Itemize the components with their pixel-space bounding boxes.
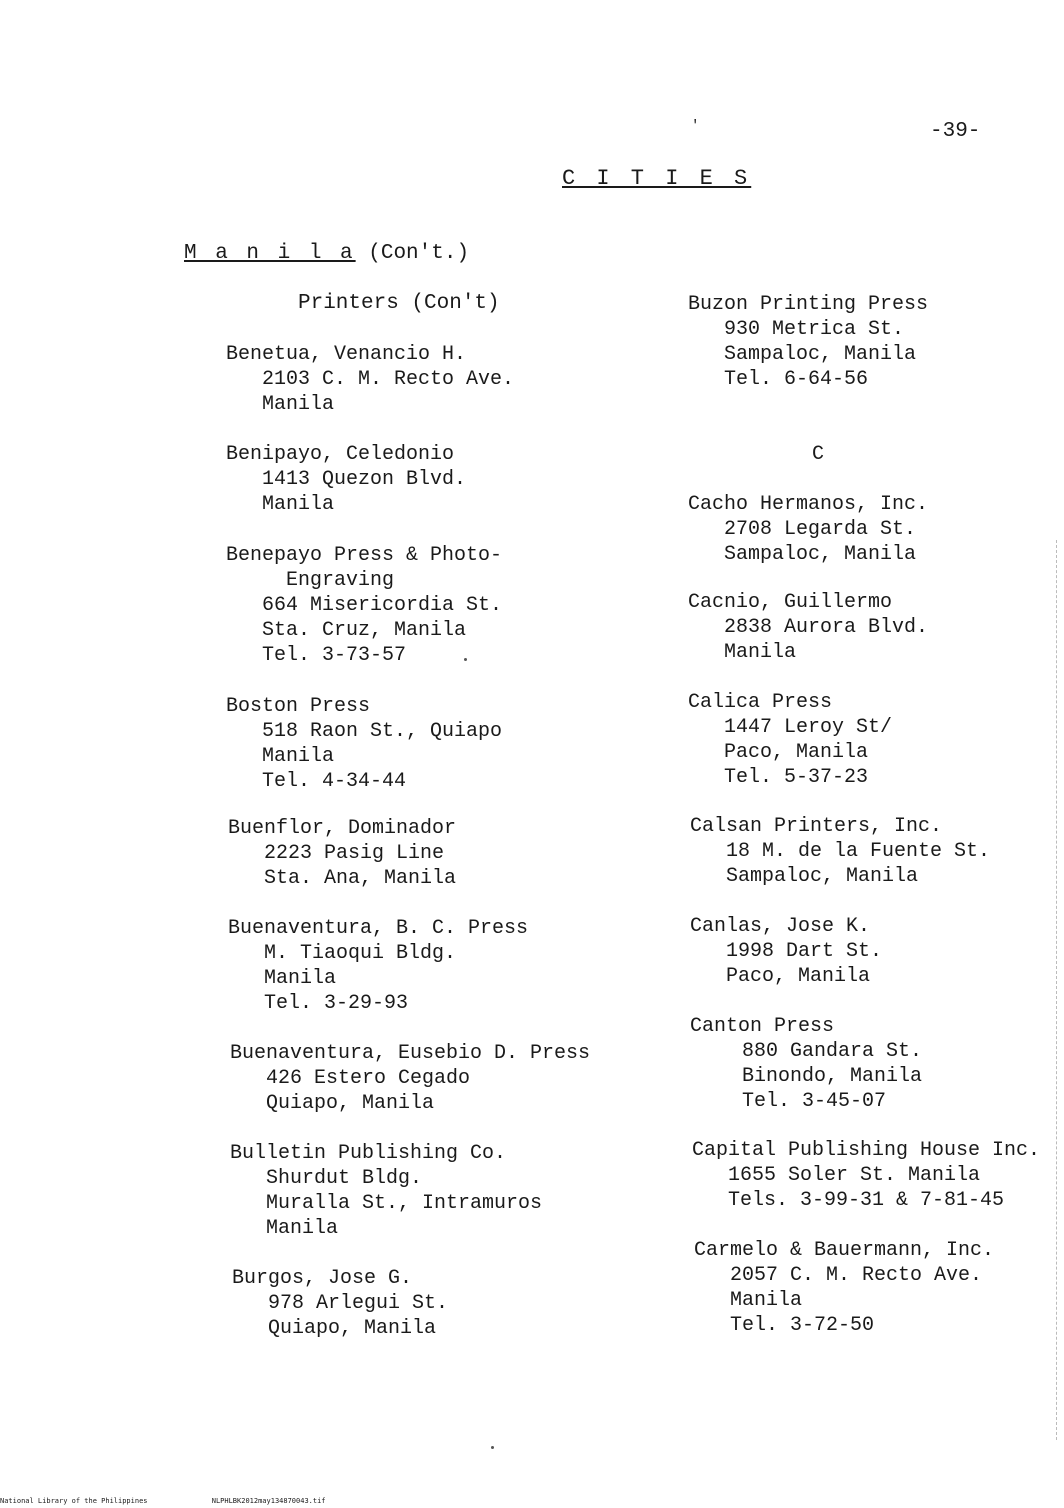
entry-line: Tel. 3-45-07 (742, 1090, 887, 1113)
entry-line: 2223 Pasig Line (264, 842, 445, 865)
entry-line: Tel. 3-29-93 (264, 992, 409, 1015)
entry-line: Muralla St., Intramuros (266, 1192, 543, 1215)
footer-library: National Library of the Philippines (0, 1497, 148, 1505)
entry-name: Benetua, Venancio H. (226, 343, 467, 366)
directory-entry (690, 914, 882, 989)
scan-speck (491, 1446, 494, 1449)
directory-entry (694, 1238, 994, 1338)
letter-section: C (812, 443, 825, 466)
entry-line: Paco, Manila (724, 741, 869, 764)
entry-line: 2103 C. M. Recto Ave. (262, 368, 515, 391)
entry-line: Manila (730, 1289, 803, 1312)
entry-line: 1655 Soler St. Manila (728, 1164, 981, 1187)
directory-entry (688, 690, 892, 790)
entry-line: Tel. 3-72-50 (730, 1314, 875, 1337)
entry-name: Calsan Printers, Inc. (690, 815, 943, 838)
entry-line: Manila (264, 967, 337, 990)
category-heading: Printers (Con't) (298, 292, 500, 315)
entry-line: Manila (262, 493, 335, 516)
directory-entry (228, 816, 456, 891)
entry-name: Bulletin Publishing Co. (230, 1142, 507, 1165)
directory-entry (226, 694, 502, 794)
entry-line: 1447 Leroy St/ (724, 716, 893, 739)
directory-entry (226, 442, 466, 517)
entry-name: Canlas, Jose K. (690, 915, 871, 938)
entry-line: Quiapo, Manila (266, 1092, 435, 1115)
entry-line: Tel. 6-64-56 (724, 368, 869, 391)
city-heading (184, 242, 469, 265)
scan-speck (464, 658, 467, 661)
entry-name: Cacho Hermanos, Inc. (688, 493, 929, 516)
entry-name: Capital Publishing House Inc. (692, 1139, 1041, 1162)
entry-line: 880 Gandara St. (742, 1040, 923, 1063)
entry-name: Buenaventura, B. C. Press (228, 917, 529, 940)
directory-entry (690, 1014, 922, 1114)
entry-name: Cacnio, Guillermo (688, 591, 893, 614)
tick-mark: ' (691, 118, 700, 134)
entry-name: Benipayo, Celedonio (226, 443, 455, 466)
footer-filename: NLPHLBK2012may134870043.tif (211, 1497, 326, 1505)
entry-line: 1413 Quezon Blvd. (262, 468, 467, 491)
entry-line: Quiapo, Manila (268, 1317, 437, 1340)
entry-line: Tel. 3-73-57 (262, 644, 407, 667)
directory-entry (690, 814, 990, 889)
entry-line: Sampaloc, Manila (724, 543, 917, 566)
entry-line: Binondo, Manila (742, 1065, 923, 1088)
directory-entry (228, 916, 528, 1016)
entry-line: 1998 Dart St. (726, 940, 883, 963)
entry-line: Sampaloc, Manila (724, 343, 917, 366)
page-number: -39- (930, 120, 981, 143)
city-suffix: (Con't.) (368, 242, 470, 265)
entry-line: 2708 Legarda St. (724, 518, 917, 541)
entry-line: 518 Raon St., Quiapo (262, 720, 503, 743)
entry-line: 930 Metrica St. (724, 318, 905, 341)
entry-line: 664 Misericordia St. (262, 594, 503, 617)
entry-name: Calica Press (688, 691, 833, 714)
directory-entry (230, 1141, 542, 1241)
entry-line: Manila (262, 745, 335, 768)
entry-line: Sta. Ana, Manila (264, 867, 457, 890)
directory-entry (226, 543, 502, 668)
directory-entry (688, 590, 928, 665)
entry-line: Tels. 3-99-31 & 7-81-45 (728, 1189, 1005, 1212)
entry-name: Boston Press (226, 695, 371, 718)
city-name: M a n i l a (184, 242, 356, 265)
scan-footer (0, 1497, 386, 1505)
entry-line: 426 Estero Cegado (266, 1067, 471, 1090)
directory-entry (230, 1041, 590, 1116)
entry-line: Tel. 5-37-23 (724, 766, 869, 789)
entry-name: Carmelo & Bauermann, Inc. (694, 1239, 995, 1262)
entry-name: Benepayo Press & Photo- (226, 544, 503, 567)
section-heading: C I T I E S (562, 166, 752, 191)
entry-line: Sta. Cruz, Manila (262, 619, 467, 642)
entry-line: Engraving (286, 569, 395, 592)
entry-line: 978 Arlegui St. (268, 1292, 449, 1315)
directory-entry (688, 292, 928, 392)
directory-entry (232, 1266, 448, 1341)
entry-line: 18 M. de la Fuente St. (726, 840, 991, 863)
entry-line: M. Tiaoqui Bldg. (264, 942, 457, 965)
entry-name: Buenaventura, Eusebio D. Press (230, 1042, 591, 1065)
entry-line: 2838 Aurora Blvd. (724, 616, 929, 639)
entry-line: 2057 C. M. Recto Ave. (730, 1264, 983, 1287)
directory-entry (692, 1138, 1040, 1213)
entry-name: Buenflor, Dominador (228, 817, 457, 840)
entry-line: Paco, Manila (726, 965, 871, 988)
entry-line: Manila (262, 393, 335, 416)
directory-entry (688, 492, 928, 567)
entry-line: Tel. 4-34-44 (262, 770, 407, 793)
entry-line: Manila (724, 641, 797, 664)
entry-line: Sampaloc, Manila (726, 865, 919, 888)
entry-line: Shurdut Bldg. (266, 1167, 423, 1190)
entry-name: Canton Press (690, 1015, 835, 1038)
directory-entry (226, 342, 514, 417)
entry-name: Buzon Printing Press (688, 293, 929, 316)
entry-line: Manila (266, 1217, 339, 1240)
scan-edge-line (1056, 540, 1058, 1440)
entry-name: Burgos, Jose G. (232, 1267, 413, 1290)
